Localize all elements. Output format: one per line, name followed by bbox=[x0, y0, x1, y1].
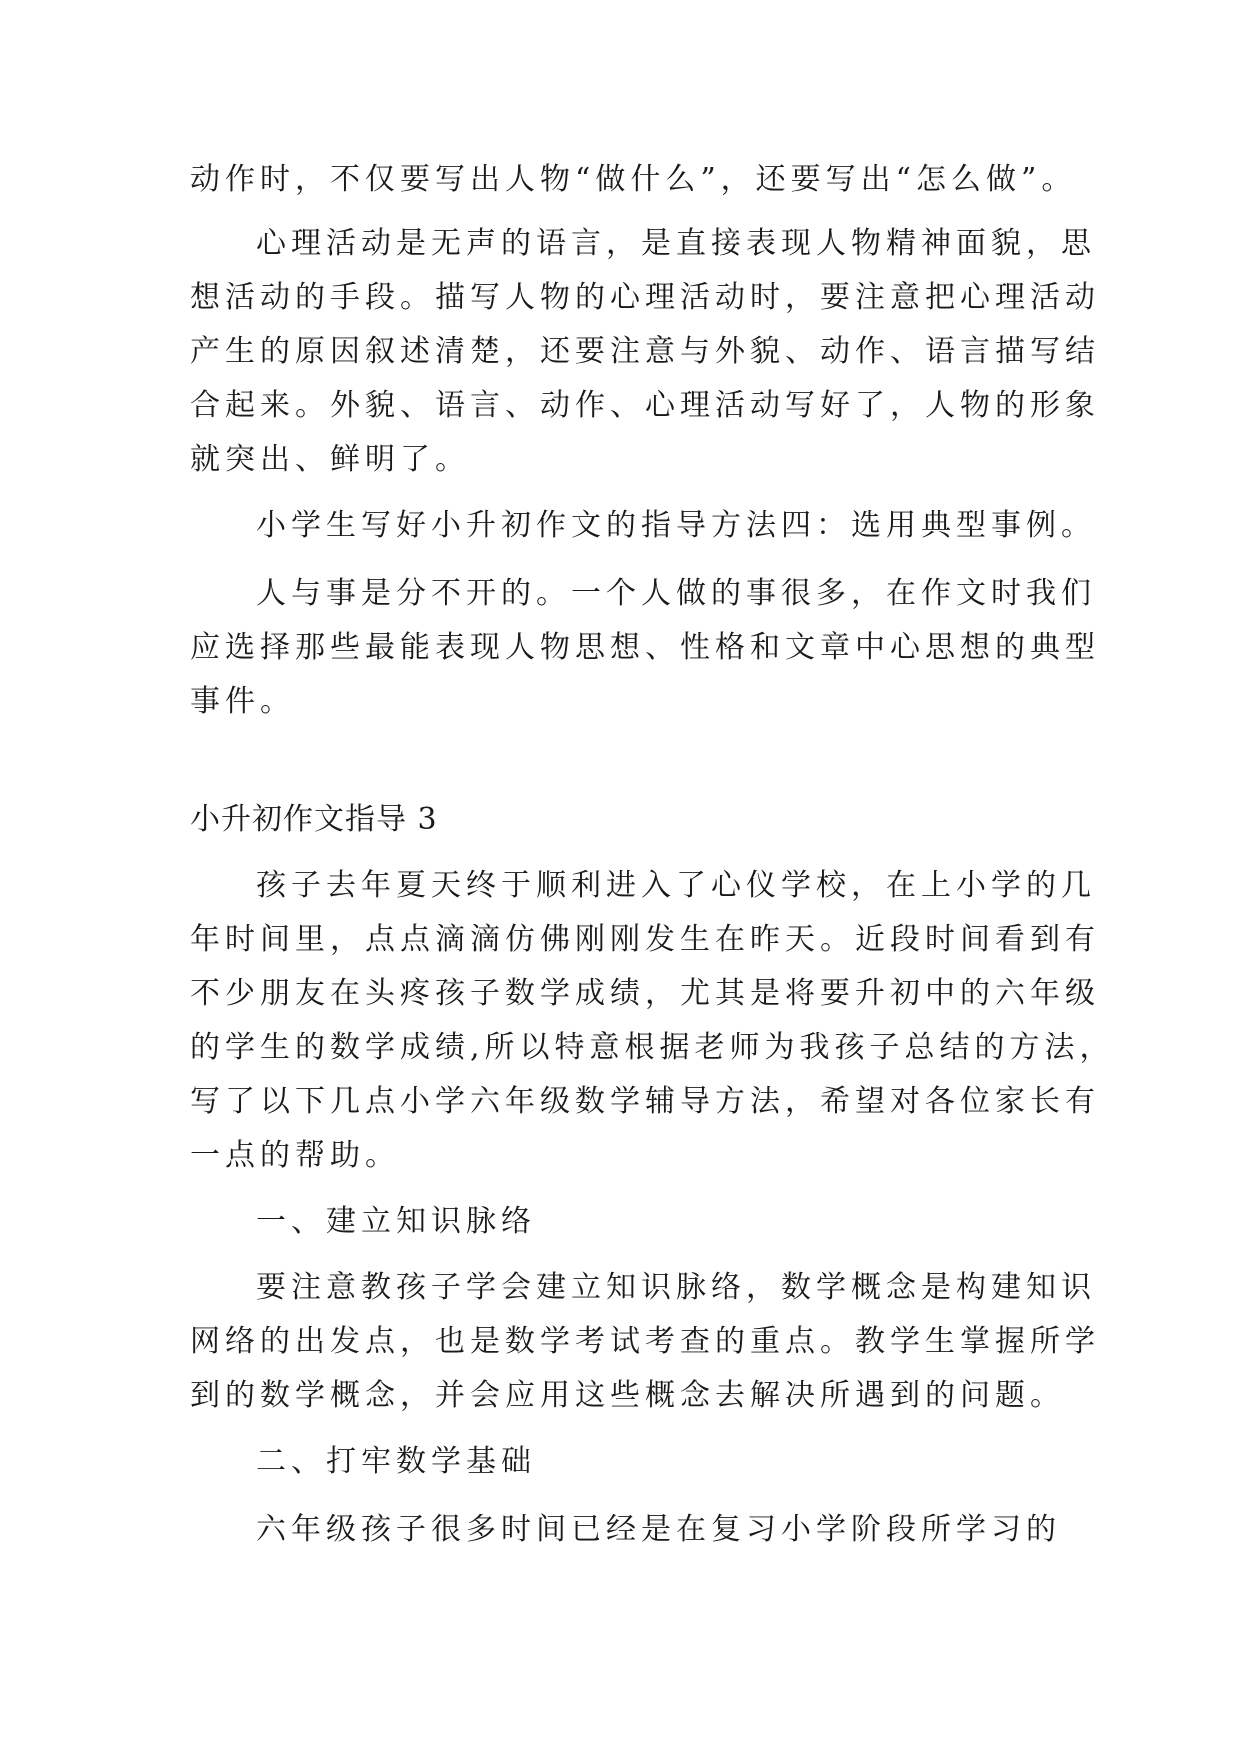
section-heading: 小升初作文指导 3 bbox=[190, 802, 438, 837]
subsection-heading: 一、建立知识脉络 bbox=[256, 1204, 536, 1239]
paragraph-line: 人与事是分不开的。一个人做的事很多，在作文时我们 bbox=[256, 576, 1096, 611]
paragraph-line: 的学生的数学成绩,所以特意根据老师为我孩子总结的方法， bbox=[190, 1030, 1115, 1065]
paragraph-line: 合起来。外貌、语言、动作、心理活动写好了，人物的形象 bbox=[190, 388, 1100, 423]
paragraph-line: 孩子去年夏天终于顺利进入了心仪学校，在上小学的几 bbox=[256, 868, 1096, 903]
paragraph-line: 心理活动是无声的语言，是直接表现人物精神面貌，思 bbox=[256, 226, 1096, 261]
paragraph-line: 到的数学概念，并会应用这些概念去解决所遇到的问题。 bbox=[190, 1378, 1065, 1413]
paragraph-line: 网络的出发点，也是数学考试考查的重点。教学生掌握所学 bbox=[190, 1324, 1100, 1359]
paragraph-line: 不少朋友在头疼孩子数学成绩，尤其是将要升初中的六年级 bbox=[190, 976, 1100, 1011]
paragraph-line: 事件。 bbox=[190, 684, 295, 719]
paragraph-line: 应选择那些最能表现人物思想、性格和文章中心思想的典型 bbox=[190, 630, 1100, 665]
paragraph-line: 就突出、鲜明了。 bbox=[190, 442, 470, 477]
paragraph-line: 产生的原因叙述清楚，还要注意与外貌、动作、语言描写结 bbox=[190, 334, 1100, 369]
paragraph-line: 一点的帮助。 bbox=[190, 1138, 400, 1173]
paragraph-line: 年时间里，点点滴滴仿佛刚刚发生在昨天。近段时间看到有 bbox=[190, 922, 1100, 957]
paragraph-line: 写了以下几点小学六年级数学辅导方法，希望对各位家长有 bbox=[190, 1084, 1100, 1119]
paragraph-line: 想活动的手段。描写人物的心理活动时，要注意把心理活动 bbox=[190, 280, 1100, 315]
paragraph-line: 要注意教孩子学会建立知识脉络，数学概念是构建知识 bbox=[256, 1270, 1096, 1305]
subsection-heading: 二、打牢数学基础 bbox=[256, 1444, 536, 1479]
paragraph-line: 小学生写好小升初作文的指导方法四：选用典型事例。 bbox=[256, 508, 1096, 543]
paragraph-line: 六年级孩子很多时间已经是在复习小学阶段所学习的 bbox=[256, 1512, 1061, 1547]
paragraph-line: 动作时，不仅要写出人物“做什么”，还要写出“怎么做”。 bbox=[190, 162, 1077, 197]
